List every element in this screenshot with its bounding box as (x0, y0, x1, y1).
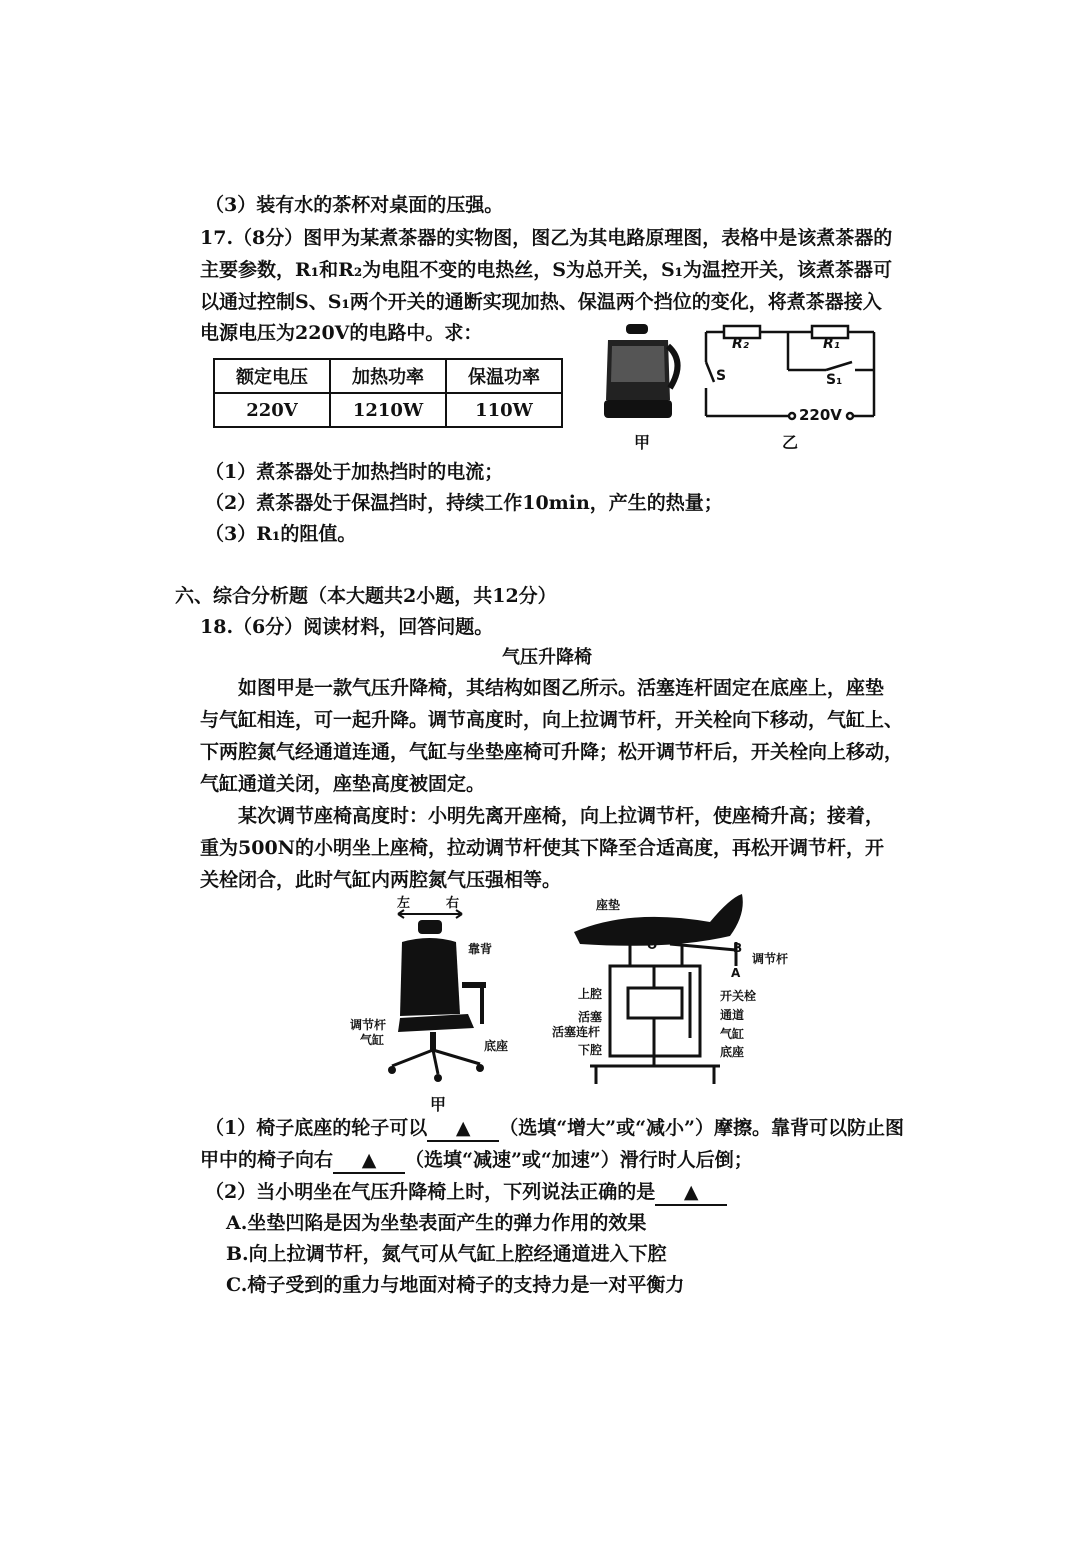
q18-sub1-line1 (205, 1116, 904, 1142)
structure-valve-label: 开关栓 (720, 989, 757, 1003)
q18-article-title: 气压升降椅 (502, 647, 592, 668)
circuit-r1-label: R₁ (823, 336, 840, 352)
circuit-voltage-label: 220V (799, 406, 842, 424)
q18-para1-line3: 下两腔氮气经通道连通，气缸与坐垫座椅可升降；松开调节杆后，开关栓向上移动， (200, 741, 904, 763)
office-chair-image (370, 894, 510, 1084)
circuit-r2-label: R₂ (732, 336, 749, 352)
q18-sub1-part-a: （1）椅子底座的轮子可以 (205, 1117, 428, 1139)
q18-sub1-part-b: （选填“增大”或“减小”）摩擦。靠背可以防止图 (499, 1117, 904, 1139)
q18-para1-line2: 与气缸相连，可一起升降。调节高度时，向上拉调节杆，开关栓向下移动，气缸上、 (200, 709, 904, 731)
q17-sub1: （1）煮茶器处于加热挡时的电流； (205, 461, 504, 483)
table-cell: 220V (214, 393, 330, 427)
table-header-cell: 加热功率 (330, 359, 446, 393)
q18-para1-line1: 如图甲是一款气压升降椅，其结构如图乙所示。活塞连杆固定在底座上，座垫 (238, 677, 885, 699)
chair-left-label: 左 (397, 896, 411, 911)
structure-seat-label: 座垫 (596, 898, 621, 912)
q18-sub2-text: （2）当小明坐在气压升降椅上时，下列说法正确的是 (205, 1181, 656, 1203)
chair-lever-label: 调节杆 (350, 1018, 387, 1032)
chair-cylinder-label: 气缸 (360, 1033, 385, 1047)
q16-item3: （3）装有水的茶杯对桌面的压强。 (205, 194, 504, 216)
table-row (214, 359, 562, 393)
q17-sub3: （3）R₁的阻值。 (205, 523, 357, 545)
table-cell: 1210W (330, 393, 446, 427)
table-header-cell: 保温功率 (446, 359, 562, 393)
structure-o-label: O (647, 938, 658, 952)
tea-maker-image (598, 322, 688, 422)
structure-b-label: B (733, 941, 743, 955)
table-cell: 110W (446, 393, 562, 427)
structure-cylinder-label: 气缸 (720, 1027, 745, 1041)
structure-piston-label: 活塞 (578, 1010, 603, 1024)
q18-sub1-part-d: （选填“减速”或“加速”）滑行时人后倒； (405, 1149, 753, 1171)
structure-rod-label: 活塞连杆 (552, 1025, 601, 1039)
structure-channel-label: 通道 (720, 1008, 745, 1022)
q18-sub2-line (205, 1180, 727, 1206)
q18-option-a: A.坐垫凹陷是因为坐垫表面产生的弹力作用的效果 (226, 1212, 647, 1234)
fig-yi-label: 乙 (782, 433, 799, 452)
q18-sub1-part-c: 甲中的椅子向右 (200, 1149, 334, 1171)
chair-right-label: 右 (446, 896, 460, 911)
q17-stem-line4: 电源电压为220V的电路中。求： (200, 322, 483, 344)
fig-jia-label: 甲 (634, 433, 651, 452)
structure-lower-label: 下腔 (578, 1043, 603, 1057)
q17-stem-line2: 主要参数，R₁和R₂为电阻不变的电热丝，S为总开关，S₁为温控开关，该煮茶器可 (200, 259, 892, 281)
fig-jia-chair-label: 甲 (430, 1095, 447, 1114)
q17-stem-line3: 以通过控制S、S₁两个开关的通断实现加热、保温两个挡位的变化，将煮茶器接入 (200, 291, 882, 313)
answer-blank[interactable]: ▲ (427, 1116, 499, 1142)
table-row (214, 393, 562, 427)
q18-para2-line2: 重为500N的小明坐上座椅，拉动调节杆使其下降至合适高度，再松开调节杆，开 (200, 837, 885, 859)
answer-blank[interactable]: ▲ (333, 1148, 405, 1174)
circuit-diagram (700, 322, 880, 422)
q18-para2-line3: 关栓闭合，此时气缸内两腔氮气压强相等。 (200, 869, 562, 891)
q17-stem-line1: 17.（8分）图甲为某煮茶器的实物图，图乙为其电路原理图，表格中是该煮茶器的 (200, 227, 893, 249)
q18-para1-line4: 气缸通道关闭，座垫高度被固定。 (200, 773, 486, 795)
q18-sub1-line2 (200, 1148, 753, 1174)
chair-backrest-label: 靠背 (468, 942, 493, 956)
q18-head: 18.（6分）阅读材料，回答问题。 (200, 616, 494, 638)
answer-blank[interactable]: ▲ (655, 1180, 727, 1206)
table-header-cell: 额定电压 (214, 359, 330, 393)
q18-para2-line1: 某次调节座椅高度时：小明先离开座椅，向上拉调节杆，使座椅升高；接着， (238, 805, 885, 827)
q18-option-b: B.向上拉调节杆，氮气可从气缸上腔经通道进入下腔 (226, 1243, 667, 1265)
circuit-s1-label: S₁ (826, 372, 843, 388)
q17-parameter-table (213, 358, 563, 428)
q18-option-c: C.椅子受到的重力与地面对椅子的支持力是一对平衡力 (226, 1274, 685, 1296)
structure-lever-label: 调节杆 (752, 952, 789, 966)
structure-a-label: A (731, 966, 741, 980)
chair-base-label: 底座 (484, 1039, 509, 1053)
structure-upper-label: 上腔 (578, 987, 603, 1001)
section6-title: 六、综合分析题（本大题共2小题，共12分） (175, 585, 557, 607)
q17-sub2: （2）煮茶器处于保温挡时，持续工作10min，产生的热量； (205, 492, 723, 514)
circuit-s-label: S (716, 368, 727, 384)
structure-base-label: 底座 (720, 1045, 745, 1059)
